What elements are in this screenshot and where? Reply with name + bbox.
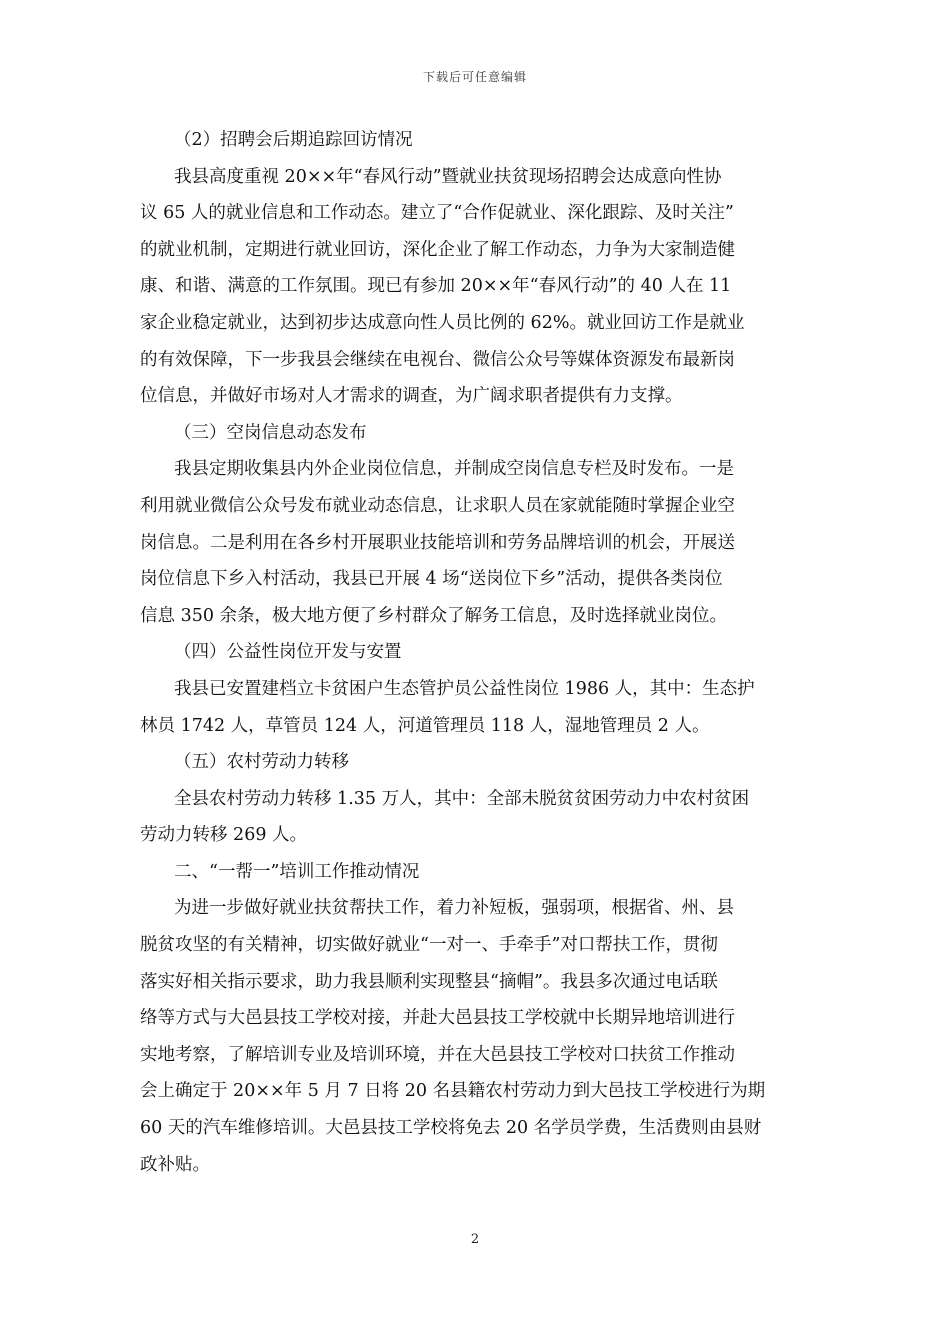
text-line: 会上确定于 20××年 5 月 7 日将 20 名县籍农村劳动力到大邑技工学校进行为期 [140, 1081, 766, 1102]
text-line: （四）公益性岗位开发与安置 [174, 642, 402, 663]
text-line: 我县定期收集县内外企业岗位信息，并制成空岗信息专栏及时发布。一是 [174, 459, 734, 480]
text-line: （三）空岗信息动态发布 [174, 422, 367, 443]
text-line: 落实好相关指示要求，助力我县顺利实现整县“摘帽”。我县多次通过电话联 [140, 971, 718, 992]
text-line: 的有效保障，下一步我县会继续在电视台、微信公众号等媒体资源发布最新岗 [140, 349, 735, 370]
text-line: （五）农村劳动力转移 [174, 752, 349, 773]
text-line: 位信息，并做好市场对人才需求的调查，为广阔求职者提供有力支撑。 [140, 386, 683, 407]
text-line: 络等方式与大邑县技工学校对接，并赴大邑县技工学校就中长期异地培训进行 [140, 1008, 735, 1029]
text-line: 岗位信息下乡入村活动，我县已开展 4 场“送岗位下乡”活动，提供各类岗位 [140, 569, 723, 590]
text-line: 的就业机制，定期进行就业回访，深化企业了解工作动态，力争为大家制造健 [140, 239, 735, 260]
text-line: 信息 350 余条，极大地方便了乡村群众了解务工信息，及时选择就业岗位。 [140, 605, 728, 626]
text-line: 我县已安置建档立卡贫困户生态管护员公益性岗位 1986 人，其中：生态护 [174, 678, 755, 699]
text-line: 全县农村劳动力转移 1.35 万人，其中：全部未脱贫贫困劳动力中农村贫困 [174, 788, 750, 809]
text-line: 利用就业微信公众号发布就业动态信息，让求职人员在家就能随时掌握企业空 [140, 495, 735, 516]
text-line: 林员 1742 人，草管员 124 人，河道管理员 118 人，湿地管理员 2 人。 [140, 715, 710, 736]
text-line: 为进一步做好就业扶贫帮扶工作，着力补短板，强弱项，根据省、州、县 [174, 898, 734, 919]
text-line: 我县高度重视 20××年“春风行动”暨就业扶贫现场招聘会达成意向性协 [174, 166, 722, 187]
text-line: 劳动力转移 269 人。 [140, 825, 308, 846]
text-line: 家企业稳定就业，达到初步达成意向性人员比例的 62%。就业回访工作是就业 [140, 312, 745, 333]
header-note: 下载后可任意编辑 [422, 70, 527, 84]
document-body [140, 122, 810, 1183]
text-line: 岗信息。二是利用在各乡村开展职业技能培训和劳务品牌培训的机会，开展送 [140, 532, 735, 553]
text-line: 60 天的汽车维修培训。大邑县技工学校将免去 20 名学员学费，生活费则由县财 [140, 1118, 762, 1139]
text-line: 康、和谐、满意的工作氛围。现已有参加 20××年“春风行动”的 40 人在 11 [140, 276, 732, 297]
text-line: 实地考察，了解培训专业及培训环境，并在大邑县技工学校对口扶贫工作推动 [140, 1044, 735, 1065]
text-line: （2）招聘会后期追踪回访情况 [174, 130, 413, 150]
text-line: 议 65 人的就业信息和工作动态。建立了“合作促就业、深化跟踪、及时关注” [140, 203, 734, 224]
text-line: 二、“一帮一”培训工作推动情况 [174, 861, 420, 882]
text-line: 政补贴。 [140, 1154, 210, 1175]
page-number: 2 [470, 1232, 480, 1247]
text-line: 脱贫攻坚的有关精神，切实做好就业“一对一、手牵手”对口帮扶工作，贯彻 [140, 935, 718, 956]
